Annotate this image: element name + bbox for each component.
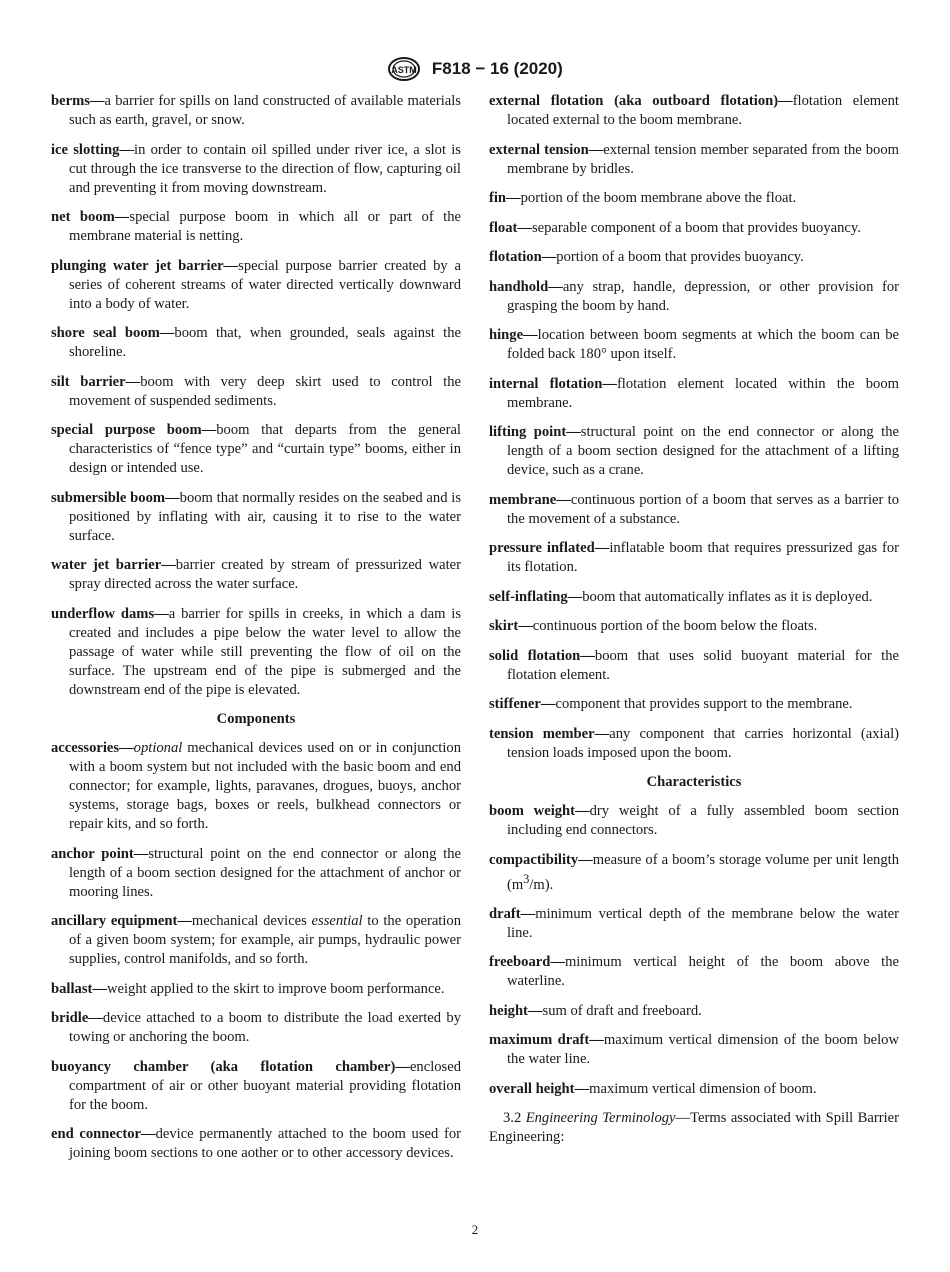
section-title: Engineering Terminology bbox=[525, 1110, 676, 1127]
term-definition: structural point on the end connector or along the length of a boom section designed for the attachment of a lifting device, such as a crane. bbox=[507, 424, 899, 478]
definition-entry bbox=[489, 953, 899, 991]
definition-entry bbox=[489, 695, 899, 714]
definition-entry bbox=[489, 375, 899, 413]
term-name: stiffener— bbox=[489, 696, 556, 712]
term-name: skirt— bbox=[489, 618, 533, 634]
term-definition: weight applied to the skirt to improve boom performance. bbox=[106, 980, 445, 997]
term-definition: device permanently attached to the boom used for joining boom sections to one aother or to other accessory devices. bbox=[69, 1126, 461, 1161]
definition-entry bbox=[489, 326, 899, 364]
term-definition: special purpose boom in which all or part of the membrane material is netting. bbox=[69, 209, 461, 244]
term-name: hinge— bbox=[489, 327, 538, 343]
term-definition: sum of draft and freeboard. bbox=[542, 1002, 702, 1019]
term-definition: flotation element located external to the boom membrane. bbox=[507, 93, 899, 128]
term-definition: in order to contain oil spilled under river ice, a slot is cut through the ice transverse to the direction of flow, capturing oil and preventing it from moving downstream. bbox=[69, 141, 461, 196]
definition-entry bbox=[51, 912, 461, 969]
term-definition: boom that, when grounded, seals against the shoreline. bbox=[69, 325, 461, 360]
astm-logo-icon bbox=[387, 56, 421, 82]
definition-entry bbox=[489, 1031, 899, 1069]
definition-entry bbox=[489, 219, 899, 238]
term-definition: minimum vertical depth of the membrane below the water line. bbox=[507, 905, 899, 941]
definition-entry bbox=[51, 739, 461, 834]
definition-entry bbox=[489, 278, 899, 316]
term-definition: barrier created by stream of pressurized water spray directed across the water surface. bbox=[69, 557, 461, 592]
svg-text:ASTM: ASTM bbox=[391, 65, 417, 75]
term-name: compactibility— bbox=[489, 851, 593, 868]
term-name: buoyancy chamber (aka flotation chamber)— bbox=[51, 1058, 410, 1075]
section-3-2-paragraph bbox=[489, 1109, 899, 1147]
definition-entry bbox=[489, 248, 899, 267]
term-emphasis: essential bbox=[311, 913, 363, 929]
term-name: external flotation (aka outboard flotation)— bbox=[489, 93, 793, 109]
term-definition: maximum vertical dimension of the boom below the water line. bbox=[507, 1032, 899, 1068]
definition-entry bbox=[489, 491, 899, 529]
definition-entry bbox=[51, 1009, 461, 1047]
term-definition: boom that uses solid buoyant material for the flotation element. bbox=[507, 647, 899, 683]
definition-entry bbox=[51, 1058, 461, 1115]
term-definition: mechanical devices used on or in conjunction with a boom system but not included with the basic boom and end connector; for example, lights, paravanes, drogues, buoys, anchor systems, storage bags, boxes or reels, bulkhead connectors or repair kits, and so forth. bbox=[69, 740, 461, 832]
right-terms-a bbox=[489, 92, 899, 763]
definition-entry bbox=[489, 647, 899, 685]
definition-entry bbox=[489, 905, 899, 943]
term-name: ice slotting— bbox=[51, 141, 135, 158]
term-name: fin— bbox=[489, 190, 521, 206]
term-definition: portion of a boom that provides buoyancy. bbox=[556, 249, 804, 265]
definition-entry bbox=[51, 208, 461, 246]
document-code: F818 − 16 (2020) bbox=[431, 59, 563, 78]
definition-entry bbox=[489, 189, 899, 208]
definition-entry bbox=[489, 725, 899, 763]
term-name: float— bbox=[489, 219, 532, 236]
term-name: solid flotation— bbox=[489, 647, 595, 664]
term-name: membrane— bbox=[489, 491, 571, 508]
superscript: 3 bbox=[523, 871, 530, 886]
term-name: internal flotation— bbox=[489, 375, 617, 392]
definition-entry bbox=[51, 845, 461, 902]
term-name: maximum draft— bbox=[489, 1032, 604, 1049]
term-definition: boom that normally resides on the seabed and is positioned by inflating with air, causing it to rise to the water surface. bbox=[69, 489, 462, 544]
left-column bbox=[51, 92, 461, 1174]
left-terms-a bbox=[51, 92, 461, 700]
definition-entry bbox=[51, 141, 461, 198]
term-definition: structural point on the end connector or along the length of a boom section designed for the attachment of anchor or mooring lines. bbox=[69, 845, 461, 900]
term-definition: maximum vertical dimension of boom. bbox=[589, 1080, 817, 1097]
term-definition: to the operation of a given boom system; for example, air pumps, hydraulic power supplies, control manifolds, and so forth. bbox=[69, 913, 462, 967]
definition-entry bbox=[489, 588, 899, 607]
right-column bbox=[489, 92, 899, 1147]
term-name: net boom— bbox=[51, 209, 130, 225]
term-definition: component that provides support to the membrane. bbox=[555, 696, 853, 712]
term-name: external tension— bbox=[489, 141, 604, 158]
definition-entry bbox=[51, 556, 461, 594]
section-text: —Terms associated with Spill Barrier Engineering: bbox=[489, 1110, 899, 1146]
term-definition: a barrier for spills on land constructed of available materials such as earth, gravel, or snow. bbox=[69, 93, 461, 128]
term-name: plunging water jet barrier— bbox=[51, 257, 239, 274]
term-name: draft— bbox=[489, 905, 536, 922]
definition-entry bbox=[51, 324, 461, 362]
term-name: height— bbox=[489, 1002, 543, 1019]
definition-entry bbox=[51, 1125, 461, 1163]
term-definition: special purpose barrier created by a series of coherent streams of water directed vertically downward into a body of water. bbox=[69, 257, 461, 312]
term-name: special purpose boom— bbox=[51, 422, 217, 438]
definition-entry bbox=[489, 539, 899, 577]
term-name: anchor point— bbox=[51, 845, 149, 862]
right-terms-b bbox=[489, 905, 899, 1099]
term-definition: portion of the boom membrane above the float. bbox=[520, 190, 797, 206]
term-emphasis: optional bbox=[133, 740, 183, 756]
term-name: shore seal boom— bbox=[51, 325, 175, 341]
term-definition: device attached to a boom to distribute the load exerted by towing or anchoring the boom. bbox=[69, 1010, 461, 1045]
term-definition: boom that departs from the general characteristics of “fence type” and “curtain type” booms, either in design or intended use. bbox=[69, 422, 461, 476]
term-definition: any strap, handle, depression, or other provision for grasping the boom by hand. bbox=[507, 278, 899, 314]
term-name: pressure inflated— bbox=[489, 540, 610, 556]
term-name: berms— bbox=[51, 93, 105, 109]
term-name: tension member— bbox=[489, 725, 610, 742]
definition-entry bbox=[51, 257, 461, 314]
term-definition: mechanical devices bbox=[191, 913, 312, 929]
definition-entry bbox=[489, 1002, 899, 1021]
components-heading: Components bbox=[216, 711, 296, 727]
definition-entry bbox=[489, 141, 899, 179]
term-definition: boom that automatically inflates as it is deployed. bbox=[582, 588, 873, 605]
term-name: end connector— bbox=[51, 1126, 156, 1142]
term-name: ballast— bbox=[51, 980, 107, 997]
definition-entry bbox=[489, 851, 899, 895]
term-definition: measure of a boom’s storage volume per unit length (m bbox=[507, 851, 899, 893]
term-definition: external tension member separated from the boom membrane by bridles. bbox=[507, 141, 899, 177]
section-number: 3.2 bbox=[503, 1110, 526, 1127]
term-name: water jet barrier— bbox=[51, 557, 176, 573]
definition-entry bbox=[489, 802, 899, 840]
term-name: ancillary equipment— bbox=[51, 913, 192, 929]
term-name: boom weight— bbox=[489, 803, 590, 819]
term-definition: /m). bbox=[529, 876, 554, 893]
definition-entry bbox=[489, 617, 899, 636]
definition-entry bbox=[489, 423, 899, 480]
term-definition: minimum vertical height of the boom above the waterline. bbox=[507, 954, 899, 990]
term-name: submersible boom— bbox=[51, 489, 180, 506]
term-name: freeboard— bbox=[489, 954, 565, 971]
definition-entry bbox=[489, 92, 899, 130]
term-name: underflow dams— bbox=[51, 605, 169, 622]
page-number: 2 bbox=[471, 1222, 479, 1237]
term-name: accessories— bbox=[51, 740, 134, 756]
term-definition: flotation element located within the boom membrane. bbox=[507, 375, 899, 411]
term-name: lifting point— bbox=[489, 424, 581, 440]
page-header bbox=[0, 56, 950, 82]
characteristics-heading: Characteristics bbox=[646, 774, 742, 790]
term-definition: continuous portion of a boom that serves as a barrier to the movement of a substance. bbox=[507, 491, 899, 527]
term-definition: separable component of a boom that provides buoyancy. bbox=[531, 219, 861, 236]
term-definition: dry weight of a fully assembled boom section including end connectors. bbox=[507, 803, 899, 838]
term-definition: any component that carries horizontal (axial) tension loads imposed upon the boom. bbox=[507, 725, 899, 761]
term-definition: inflatable boom that requires pressurized gas for its flotation. bbox=[507, 540, 899, 575]
term-name: silt barrier— bbox=[51, 373, 141, 390]
term-definition: continuous portion of the boom below the floats. bbox=[532, 618, 818, 634]
term-name: flotation— bbox=[489, 249, 557, 265]
left-terms-b bbox=[51, 980, 461, 1164]
term-definition: boom with very deep skirt used to control the movement of suspended sediments. bbox=[69, 373, 461, 409]
term-name: overall height— bbox=[489, 1080, 590, 1097]
definition-entry bbox=[51, 92, 461, 130]
term-name: handhold— bbox=[489, 278, 563, 295]
term-name: bridle— bbox=[51, 1010, 103, 1026]
term-name: self-inflating— bbox=[489, 588, 583, 605]
definition-entry bbox=[51, 980, 461, 999]
definition-entry bbox=[51, 421, 461, 478]
term-definition: location between boom segments at which the boom can be folded back 180° upon itself. bbox=[507, 327, 899, 362]
term-definition: a barrier for spills in creeks, in which a dam is created and includes a pipe below the water level to allow the passage of water while still preventing the flow of oil on the surface. The upstream end of the pipe is submerged and the downstream end of the pipe is elevated. bbox=[69, 605, 462, 698]
definition-entry bbox=[489, 1080, 899, 1099]
definition-entry bbox=[51, 489, 461, 546]
definition-entry bbox=[51, 605, 461, 700]
term-definition: enclosed compartment of air or other buoyant material providing flotation for the boom. bbox=[69, 1058, 461, 1113]
definition-entry bbox=[51, 373, 461, 411]
